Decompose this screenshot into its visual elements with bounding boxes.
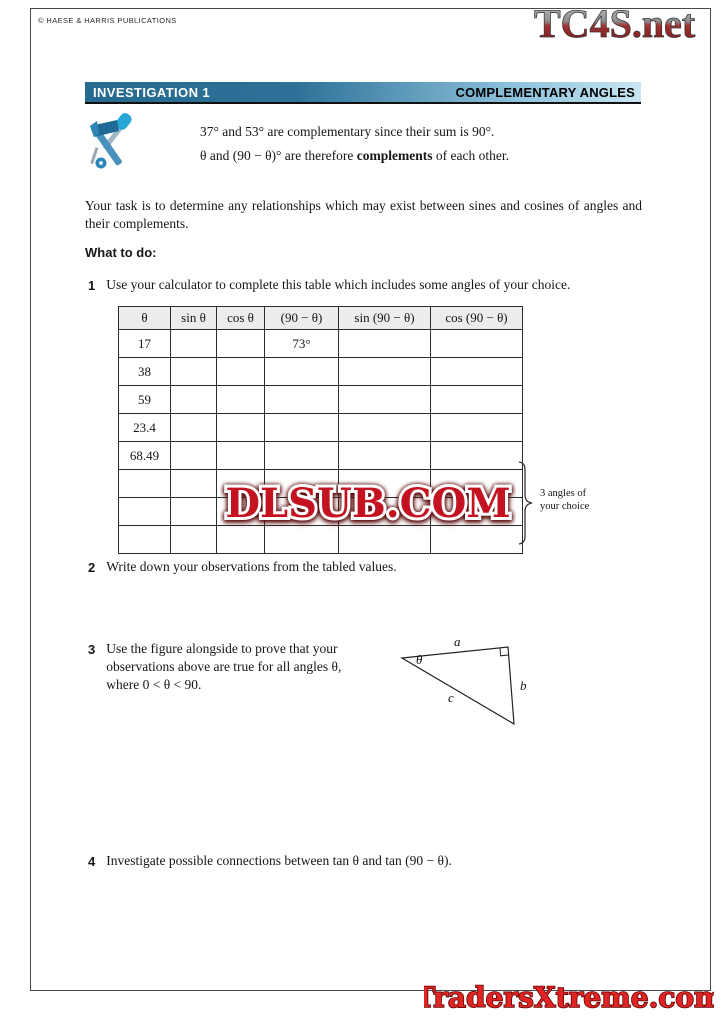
column-header: sin (90 − θ) (339, 307, 431, 330)
table-cell: 68.49 (119, 442, 171, 470)
side-b-label: b (520, 678, 527, 693)
side-a-label: a (454, 638, 461, 649)
investigation-topic: COMPLEMENTARY ANGLES (455, 84, 635, 100)
intro-line2-post: of each other. (432, 148, 509, 163)
table-cell (339, 414, 431, 442)
table-cell (431, 386, 523, 414)
intro-text (200, 120, 509, 168)
angles-table-header-row (119, 307, 523, 330)
table-cell (217, 358, 265, 386)
table-cell (339, 330, 431, 358)
table-cell (217, 442, 265, 470)
table-row (119, 330, 523, 358)
table-cell (265, 414, 339, 442)
table-cell: 23.4 (119, 414, 171, 442)
table-cell (431, 330, 523, 358)
step-1 (88, 276, 633, 295)
table-cell: 17 (119, 330, 171, 358)
table-cell (265, 386, 339, 414)
step-number: 4 (88, 854, 96, 869)
traders-watermark-text: TradersXtreme.com (424, 981, 714, 1014)
step-3 (88, 640, 373, 694)
table-cell (217, 330, 265, 358)
step-text: Use the figure alongside to prove that your observations above are true for all angles θ, where 0 < θ < 90. (106, 641, 342, 692)
table-cell (431, 442, 523, 470)
table-cell (171, 414, 217, 442)
table-cell (171, 330, 217, 358)
step-number: 3 (88, 642, 96, 657)
side-c-label: c (448, 690, 454, 705)
table-cell (119, 470, 171, 498)
tc4s-watermark-graphic (530, 0, 722, 48)
column-header: sin θ (171, 307, 217, 330)
table-cell (339, 358, 431, 386)
tc4s-watermark-text: TC4S.net (534, 1, 696, 46)
brace-label-line2: your choice (540, 501, 590, 512)
table-cell: 73° (265, 330, 339, 358)
step-4 (88, 852, 633, 871)
table-cell (217, 414, 265, 442)
table-cell (171, 442, 217, 470)
table-cell (171, 526, 217, 554)
intro-line2-bold: complements (356, 148, 433, 163)
step-text: Investigate possible connections between tan θ and tan (90 − θ). (106, 853, 452, 868)
watermark-bottom (424, 980, 714, 1021)
task-paragraph: Your task is to determine any relationships which may exist between sines and cosines of angles and their complements. (85, 198, 642, 231)
dlsub-watermark-text: DLSUB.COM (225, 480, 511, 527)
table-row (119, 386, 523, 414)
column-header: θ (119, 307, 171, 330)
step-text: Use your calculator to complete this table which includes some angles of your choice. (106, 277, 571, 292)
what-to-do-heading: What to do: (85, 245, 157, 260)
table-cell (171, 358, 217, 386)
table-row (119, 358, 523, 386)
right-angle-mark (500, 648, 509, 656)
table-cell (171, 470, 217, 498)
publisher-credit: © HAESE & HARRIS PUBLICATIONS (38, 16, 177, 25)
table-cell (431, 358, 523, 386)
table-cell (119, 526, 171, 554)
table-row (119, 414, 523, 442)
intro-line-2 (200, 144, 509, 168)
step-text: Write down your observations from the tabled values. (106, 559, 397, 574)
table-cell (265, 358, 339, 386)
watermark-over-table (220, 477, 516, 536)
triangle-figure (396, 638, 532, 743)
intro-line-1: 37° and 53° are complementary since their sum is 90°. (200, 124, 495, 139)
step-number: 1 (88, 278, 96, 293)
table-cell (171, 498, 217, 526)
table-cell: 59 (119, 386, 171, 414)
table-row (119, 442, 523, 470)
table-cell (217, 386, 265, 414)
table-cell (119, 498, 171, 526)
investigation-header-bar (85, 82, 641, 104)
step-number: 2 (88, 560, 96, 575)
column-header: (90 − θ) (265, 307, 339, 330)
watermark-top-right (530, 0, 722, 53)
column-header: cos (90 − θ) (431, 307, 523, 330)
column-header: cos θ (217, 307, 265, 330)
brace-label-line1: 3 angles of (540, 488, 587, 499)
tools-icon (86, 112, 144, 177)
brace-bracket (517, 461, 533, 550)
table-cell (339, 386, 431, 414)
step-2 (88, 558, 633, 577)
brace-label (540, 487, 589, 513)
table-cell (171, 386, 217, 414)
intro-line2-pre: θ and (90 − θ)° are therefore (200, 148, 357, 163)
theta-angle-label: θ (416, 652, 423, 667)
investigation-title: INVESTIGATION 1 (93, 84, 210, 100)
table-cell (431, 414, 523, 442)
table-cell (265, 442, 339, 470)
table-cell: 38 (119, 358, 171, 386)
table-cell (339, 442, 431, 470)
